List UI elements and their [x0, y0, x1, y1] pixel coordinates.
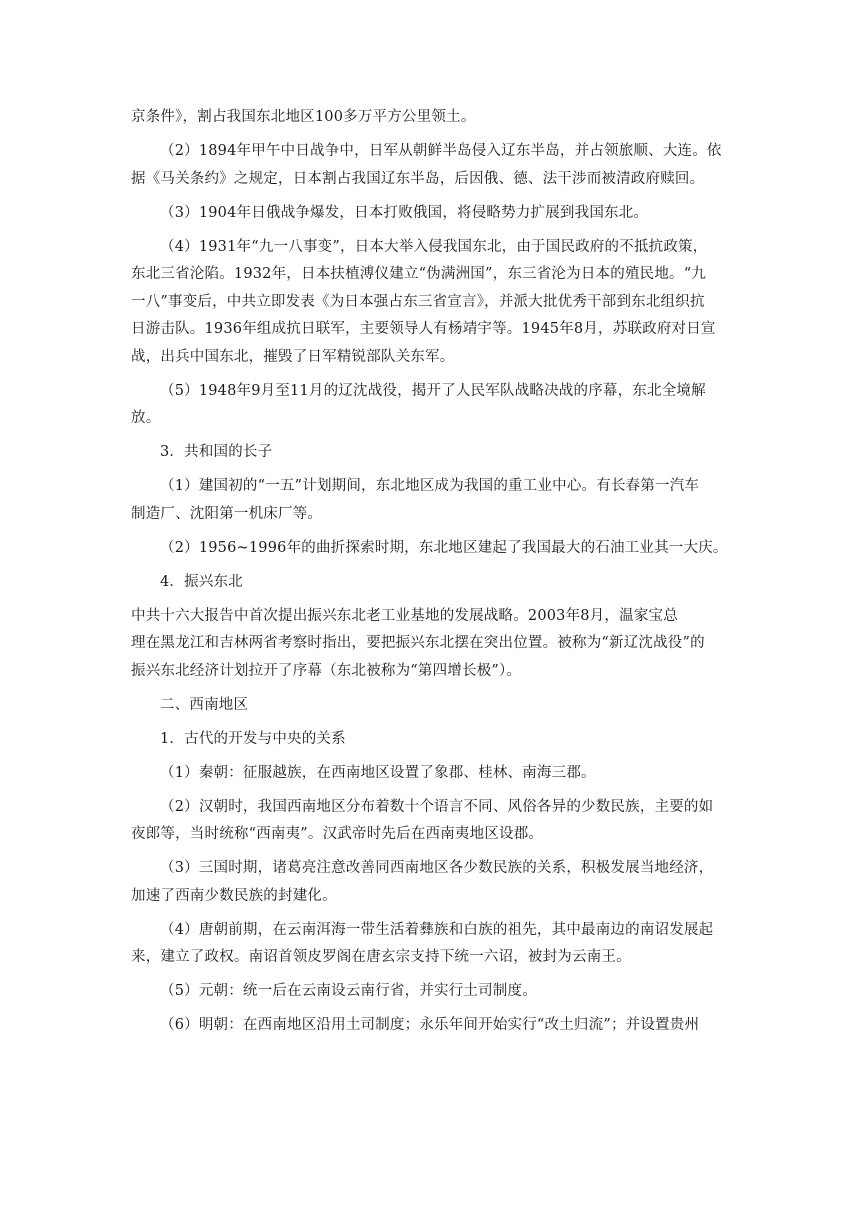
paragraph-line: 夜郎等，当时统称“西南夷”。汉武帝时先后在西南夷地区设郡。 — [131, 826, 544, 842]
paragraph-line: （4）唐朝前期，在云南洱海一带生活着彝族和白族的祖先，其中最南边的南诏发展起 — [160, 921, 714, 938]
paragraph-line: 战，出兵中国东北，摧毁了日军精锐部队关东军。 — [131, 348, 455, 365]
document-page — [131, 104, 731, 1040]
section-heading: 4．振兴东北 — [160, 573, 243, 590]
paragraph-line: （2）汉朝时，我国西南地区分布着数十个语言不同、风俗各异的少数民族，主要的如 — [160, 798, 714, 815]
paragraph-line: 一八”事变后，中共立即发表《为日本强占东三省宣言》，并派大批优秀干部到东北组织抗 — [131, 293, 705, 310]
paragraph-line: 京条件》，割占我国东北地区100多万平方公里领土。 — [131, 109, 476, 125]
paragraph-line: 东北三省沦陷。1932年，日本扶植溥仪建立“伪满洲国”，东三省沦为日本的殖民地。“九 — [131, 266, 707, 282]
section-heading: 3．共和国的长子 — [160, 444, 273, 460]
paragraph-line: 振兴东北经济计划拉开了序幕（东北被称为“第四增长极”）。 — [131, 662, 522, 679]
paragraph-line: 制造厂、沈阳第一机床厂等。 — [131, 505, 323, 522]
paragraph-line: （1）秦朝：征服越族，在西南地区设置了象郡、桂林、南海三郡。 — [160, 764, 596, 781]
paragraph-line: 理在黑龙江和吉林两省考察时指出，要把振兴东北摆在突出位置。被称为“新辽沈战役”的 — [131, 635, 705, 651]
paragraph-line: （6）明朝：在西南地区沿用土司制度；永乐年间开始实行“改土归流”；并设置贵州 — [160, 1017, 700, 1033]
paragraph-line: 来，建立了政权。南诏首领皮罗阁在唐玄宗支持下统一六诏，被封为云南王。 — [131, 949, 631, 965]
paragraph-line: （5）元朝：统一后在云南设云南行省，并实行土司制度。 — [160, 983, 537, 999]
paragraph-line: （2）1894年甲午中日战争中，日军从朝鲜半岛侵入辽东半岛，并占领旅顺、大连。依 — [160, 143, 722, 159]
paragraph-line: 据《马关条约》之规定，日本割占我国辽东半岛，后因俄、德、法干涉而被清政府赎回。 — [131, 170, 705, 187]
paragraph-line: （4）1931年“九一八事变”，日本大举入侵我国东北，由于国民政府的不抵抗政策， — [160, 238, 708, 255]
section-heading: 二、西南地区 — [160, 696, 249, 713]
paragraph-line: 中共十六大报告中首次提出振兴东北老工业基地的发展战略。2003年8月，温家宝总 — [131, 607, 678, 624]
paragraph-line: （1）建国初的“一五”计划期间，东北地区成为我国的重工业中心。有长春第一汽车 — [160, 478, 700, 494]
paragraph-line: 放。 — [131, 410, 161, 426]
paragraph-line: （3）1904年日俄战争爆发，日本打败俄国，将侵略势力扩展到我国东北。 — [160, 204, 649, 221]
paragraph-line: 加速了西南少数民族的封建化。 — [131, 887, 337, 904]
section-heading: 1．古代的开发与中央的关系 — [160, 730, 346, 747]
paragraph-line: （3）三国时期，诸葛亮注意改善同西南地区各少数民族的关系，积极发展当地经济， — [160, 860, 714, 876]
paragraph-line: （5）1948年9月至11月的辽沈战役，揭开了人民军队战略决战的序幕，东北全境解 — [160, 382, 706, 399]
paragraph-line: （2）1956~1996年的曲折探索时期，东北地区建起了我国最大的石油工业其一大庆。 — [160, 539, 728, 556]
paragraph-line: 日游击队。1936年组成抗日联军，主要领导人有杨靖宇等。1945年8月，苏联政府对日宣 — [131, 321, 716, 337]
